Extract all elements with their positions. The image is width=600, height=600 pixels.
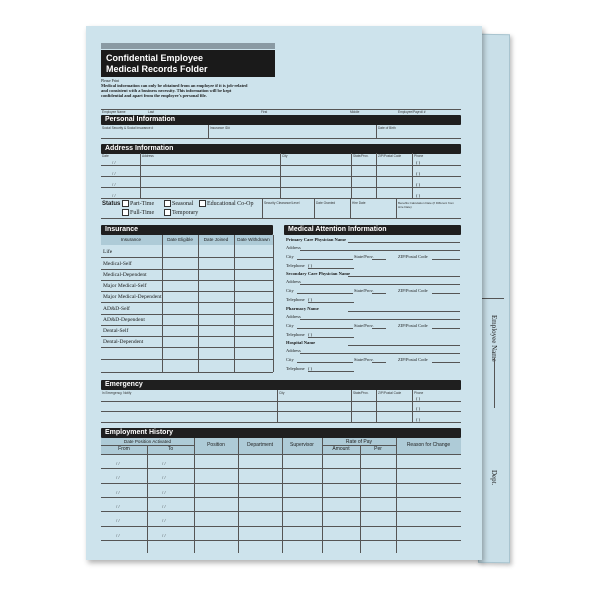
medical-zip-label-1: ZIP/Postal Code bbox=[398, 288, 428, 293]
employment-row-line-3 bbox=[101, 497, 461, 498]
employment-col-from: From bbox=[118, 446, 130, 452]
insurance-col-insurance: Insurance bbox=[120, 237, 142, 242]
employment-divider-department bbox=[282, 438, 283, 553]
emergency-phone-mark-2: ( ) bbox=[416, 406, 421, 411]
insurance-line-3 bbox=[101, 280, 273, 281]
personal-bottom-line bbox=[101, 138, 461, 139]
medical-attention-header: Medical Attention Information bbox=[284, 225, 461, 235]
employment-row-line-2 bbox=[101, 483, 461, 484]
folder-fold-line bbox=[482, 298, 504, 299]
employment-divider-amount bbox=[360, 445, 361, 553]
status-label: Status bbox=[102, 201, 121, 207]
address-row-line-4 bbox=[101, 198, 461, 199]
medical-address-line-3 bbox=[300, 353, 460, 354]
label-hire-date: Hire Date bbox=[352, 201, 366, 205]
medical-address-label-0: Address bbox=[286, 245, 301, 250]
medical-address-line-1 bbox=[300, 284, 460, 285]
personal-divider-2 bbox=[376, 125, 377, 138]
status-full-time-label: Full-Time bbox=[130, 209, 155, 216]
emergency-divider-1 bbox=[277, 390, 278, 422]
address-row-line-1 bbox=[101, 165, 461, 166]
medical-city-line-1 bbox=[297, 293, 353, 294]
insurance-line-8 bbox=[101, 336, 273, 337]
medical-zip-line-3 bbox=[432, 362, 460, 363]
insurance-row-life: Life bbox=[103, 249, 113, 255]
medical-address-label-3: Address bbox=[286, 348, 301, 353]
employment-from-mark-0: / / bbox=[116, 461, 120, 466]
status-divider-2 bbox=[314, 199, 315, 218]
employment-divider-to bbox=[194, 438, 195, 553]
insurance-line-5 bbox=[101, 302, 273, 303]
employment-row-line-6 bbox=[101, 540, 461, 541]
emergency-header: Emergency bbox=[101, 380, 461, 390]
employment-from-mark-1: / / bbox=[116, 475, 120, 481]
employment-divider-per bbox=[396, 438, 397, 553]
label-date-granted: Date Granted bbox=[316, 201, 336, 205]
address-date-mark-4: / / bbox=[112, 193, 116, 198]
medical-zip-line-2 bbox=[432, 328, 460, 329]
insurance-row-dental-dependent: Dental-Dependent bbox=[103, 339, 144, 345]
employment-row-line-1 bbox=[101, 468, 461, 469]
medical-telephone-mark-1: ( ) bbox=[308, 297, 313, 302]
status-seasonal-label: Seasonal bbox=[172, 200, 194, 207]
medical-state-line-1 bbox=[372, 293, 386, 294]
insurance-line-1 bbox=[101, 257, 273, 258]
medical-city-label-3: City bbox=[286, 357, 294, 362]
status-full-time[interactable] bbox=[122, 209, 154, 216]
medical-city-line-0 bbox=[297, 259, 353, 260]
medical-records-form bbox=[86, 26, 482, 560]
title-line-1: Confidential Employee bbox=[106, 53, 204, 63]
status-divider-3 bbox=[350, 199, 351, 218]
address-col-city: City bbox=[282, 154, 288, 158]
employment-row-line-5 bbox=[101, 526, 461, 527]
insurance-row-dental-self: Dental-Self bbox=[103, 328, 129, 334]
insurance-row-major-medical-self: Major Medical-Self bbox=[103, 283, 147, 289]
employment-from-mark-3: / / bbox=[116, 503, 120, 509]
label-last: Last bbox=[148, 110, 155, 114]
personal-divider-1 bbox=[208, 125, 209, 138]
employment-col-per: Per bbox=[374, 446, 382, 452]
emergency-divider-2 bbox=[351, 390, 352, 422]
medical-address-label-2: Address bbox=[286, 314, 301, 319]
employment-to-mark-4: / / bbox=[162, 518, 166, 524]
employment-col-amount: Amount bbox=[332, 446, 350, 452]
status-temporary[interactable] bbox=[164, 209, 198, 216]
employment-rate-subline bbox=[322, 445, 396, 446]
folder-tab-name-line bbox=[494, 358, 495, 408]
insurance-line-2 bbox=[101, 269, 273, 270]
medical-name-line-1 bbox=[348, 276, 460, 277]
insurance-divider-1 bbox=[162, 235, 163, 372]
address-col-date: Date bbox=[102, 154, 109, 158]
emergency-line-3 bbox=[101, 422, 461, 423]
folder-tab-employee-name: Employee Name bbox=[490, 315, 498, 362]
emergency-col-notify: In Emergency, Notify bbox=[102, 391, 132, 395]
employment-to-mark-5: / / bbox=[162, 532, 166, 538]
employment-to-mark-1: / / bbox=[162, 475, 166, 481]
address-date-mark-2: / / bbox=[112, 171, 116, 176]
insurance-col-withdrawn: Date Withdrawn bbox=[237, 237, 270, 242]
status-educational[interactable] bbox=[199, 200, 254, 207]
address-date-mark-1: / / bbox=[112, 160, 116, 165]
employment-col-date-group: Date Position Activated bbox=[123, 439, 172, 444]
medical-telephone-label-2: Telephone bbox=[286, 332, 305, 337]
employment-from-mark-4: / / bbox=[116, 518, 120, 524]
checkbox-full-time[interactable] bbox=[122, 209, 129, 216]
medical-telephone-line-2 bbox=[308, 337, 354, 338]
medical-telephone-mark-2: ( ) bbox=[308, 332, 313, 337]
please-print: Please Print bbox=[101, 79, 120, 83]
medical-address-line-2 bbox=[300, 319, 460, 320]
medical-state-label-2: State/Prov. bbox=[354, 323, 374, 328]
emergency-col-state: State/Prov. bbox=[353, 391, 369, 395]
label-middle: Middle bbox=[350, 110, 360, 114]
title-line-2: Medical Records Folder bbox=[106, 64, 208, 74]
emergency-divider-3 bbox=[376, 390, 377, 422]
notice-line-2: and consistent with a business necessity. This information will be kept bbox=[101, 88, 232, 93]
employment-from-mark-2: / / bbox=[116, 489, 120, 495]
status-temporary-label: Temporary bbox=[172, 209, 199, 216]
personal-info-header: Personal Information bbox=[101, 115, 461, 125]
address-date-mark-3: / / bbox=[112, 182, 116, 187]
insurance-row-add-dependent: AD&D-Dependent bbox=[103, 317, 145, 323]
medical-telephone-mark-0: ( ) bbox=[308, 263, 313, 268]
insurance-line-4 bbox=[101, 291, 273, 292]
medical-zip-label-2: ZIP/Postal Code bbox=[398, 323, 428, 328]
medical-telephone-label-0: Telephone bbox=[286, 263, 305, 268]
medical-zip-line-1 bbox=[432, 293, 460, 294]
medical-section-name-1: Secondary Care Physician Name bbox=[286, 271, 351, 276]
status-seasonal[interactable] bbox=[164, 200, 193, 207]
folder-tab-dept: Dept. bbox=[490, 470, 498, 486]
status-part-time[interactable] bbox=[122, 200, 154, 207]
insurance-col-eligible: Date Eligible bbox=[167, 237, 193, 242]
employment-col-rate: Rate of Pay bbox=[345, 439, 373, 445]
medical-address-label-1: Address bbox=[286, 279, 301, 284]
status-divider-1 bbox=[262, 199, 263, 218]
status-divider-4 bbox=[396, 199, 397, 218]
insurance-line-9 bbox=[101, 347, 273, 348]
medical-state-label-1: State/Prov. bbox=[354, 288, 374, 293]
address-info-header: Address Information bbox=[101, 144, 461, 154]
label-first: First bbox=[261, 110, 268, 114]
emergency-line-1 bbox=[101, 401, 461, 402]
medical-section-name-0: Primary Care Physician Name bbox=[286, 237, 347, 242]
address-phone-mark-2: ( ) bbox=[416, 171, 421, 176]
employment-divider-from bbox=[147, 445, 148, 553]
medical-state-label-0: State/Prov. bbox=[354, 254, 374, 259]
employment-to-mark-0: / / bbox=[162, 461, 166, 466]
label-benefits-calc: Benefits Calculation Date (if Different from Hire Date) bbox=[398, 201, 454, 209]
address-phone-mark-4: ( ) bbox=[416, 193, 421, 198]
medical-name-line-2 bbox=[348, 311, 460, 312]
status-bottom-line bbox=[101, 218, 461, 219]
label-employee-payroll: Employee/Payroll # bbox=[398, 110, 426, 114]
medical-zip-label-3: ZIP/Postal Code bbox=[398, 357, 428, 362]
medical-telephone-line-0 bbox=[308, 268, 354, 269]
medical-city-line-3 bbox=[297, 362, 353, 363]
insurance-divider-4 bbox=[273, 235, 274, 372]
medical-telephone-label-3: Telephone bbox=[286, 366, 305, 371]
medical-state-line-0 bbox=[372, 259, 386, 260]
emergency-col-zip: ZIP/Postal Code bbox=[378, 391, 402, 395]
address-col-address: Address bbox=[142, 154, 154, 158]
medical-city-label-2: City bbox=[286, 323, 294, 328]
employment-col-position: Position bbox=[207, 442, 225, 448]
medical-city-line-2 bbox=[297, 328, 353, 329]
label-dob: Date of Birth bbox=[378, 126, 396, 130]
medical-telephone-line-3 bbox=[308, 371, 354, 372]
address-phone-mark-3: ( ) bbox=[416, 182, 421, 187]
medical-section-name-3: Hospital Name bbox=[286, 340, 316, 345]
employment-col-department: Department bbox=[246, 442, 274, 448]
employment-col-reason: Reason for Change bbox=[406, 442, 451, 448]
insurance-header: Insurance bbox=[101, 225, 273, 235]
medical-state-label-3: State/Prov. bbox=[354, 357, 374, 362]
notice-line-1: Medical information can only be obtained from an employee if it is job-related bbox=[101, 83, 248, 88]
medical-telephone-line-1 bbox=[308, 302, 354, 303]
label-ssn: Social Security & Social Insurance # bbox=[102, 126, 154, 130]
medical-state-line-3 bbox=[372, 362, 386, 363]
emergency-divider-4 bbox=[412, 390, 413, 422]
medical-section-name-2: Pharmacy Name bbox=[286, 306, 319, 311]
medical-address-line-0 bbox=[300, 250, 460, 251]
medical-name-line-3 bbox=[348, 345, 460, 346]
insurance-line-7 bbox=[101, 325, 273, 326]
employment-col-to: To bbox=[167, 446, 174, 452]
address-phone-mark-1: ( ) bbox=[416, 160, 421, 165]
checkbox-educational[interactable] bbox=[199, 200, 206, 207]
address-col-phone: Phone bbox=[414, 154, 424, 158]
insurance-row-medical-dependent: Medical-Dependent bbox=[103, 272, 147, 278]
employment-row-line-4 bbox=[101, 511, 461, 512]
emergency-phone-mark-1: ( ) bbox=[416, 396, 421, 401]
emergency-col-city: City bbox=[279, 391, 285, 395]
medical-name-line-0 bbox=[348, 242, 460, 243]
status-part-time-label: Part-Time bbox=[130, 200, 155, 207]
insurance-line-6 bbox=[101, 314, 273, 315]
checkbox-part-time[interactable] bbox=[122, 200, 129, 207]
medical-zip-line-0 bbox=[432, 259, 460, 260]
medical-telephone-mark-3: ( ) bbox=[308, 366, 313, 371]
employment-divider-supervisor bbox=[322, 438, 323, 553]
insurance-bottom-line bbox=[101, 372, 273, 373]
medical-city-label-1: City bbox=[286, 288, 294, 293]
address-row-line-3 bbox=[101, 187, 461, 188]
insurance-row-add-self: AD&D-Self bbox=[103, 306, 130, 312]
insurance-row-medical-self: Medical-Self bbox=[103, 261, 132, 267]
medical-zip-label-0: ZIP/Postal Code bbox=[398, 254, 428, 259]
insurance-divider-2 bbox=[198, 235, 199, 372]
employment-divider-position bbox=[238, 438, 239, 553]
emergency-phone-mark-3: ( ) bbox=[416, 417, 421, 422]
label-security-clearance: Security Clearance/Level bbox=[264, 201, 300, 205]
address-row-line-2 bbox=[101, 176, 461, 177]
employment-to-mark-2: / / bbox=[162, 489, 166, 495]
insurance-row-major-medical-dependent: Major Medical-Dependent bbox=[103, 294, 162, 300]
form-title bbox=[101, 50, 275, 77]
medical-telephone-label-1: Telephone bbox=[286, 297, 305, 302]
checkbox-seasonal[interactable] bbox=[164, 200, 171, 207]
medical-city-label-0: City bbox=[286, 254, 294, 259]
label-employee-name: Employee Name bbox=[102, 110, 126, 114]
title-top-stripe bbox=[101, 43, 275, 49]
notice-line-3: confidential and apart from the employee's personal file. bbox=[101, 93, 207, 98]
checkbox-temporary[interactable] bbox=[164, 209, 171, 216]
employment-from-mark-5: / / bbox=[116, 532, 120, 538]
label-insurance-id: Insurance ID# bbox=[210, 126, 230, 130]
address-col-state: State/Prov. bbox=[353, 154, 369, 158]
medical-state-line-2 bbox=[372, 328, 386, 329]
insurance-line-10 bbox=[101, 359, 273, 360]
employment-history-header: Employment History bbox=[101, 428, 461, 438]
emergency-line-2 bbox=[101, 411, 461, 412]
address-col-zip: ZIP/Postal Code bbox=[378, 154, 402, 158]
employment-row-line-0 bbox=[101, 454, 461, 455]
employment-col-supervisor: Supervisor bbox=[290, 442, 314, 448]
insurance-col-joined: Date Joined bbox=[203, 237, 229, 242]
emergency-col-phone: Phone bbox=[414, 391, 424, 395]
insurance-divider-3 bbox=[234, 235, 235, 372]
employment-to-mark-3: / / bbox=[162, 503, 166, 509]
status-educational-label: Educational Co-Op bbox=[207, 200, 254, 207]
